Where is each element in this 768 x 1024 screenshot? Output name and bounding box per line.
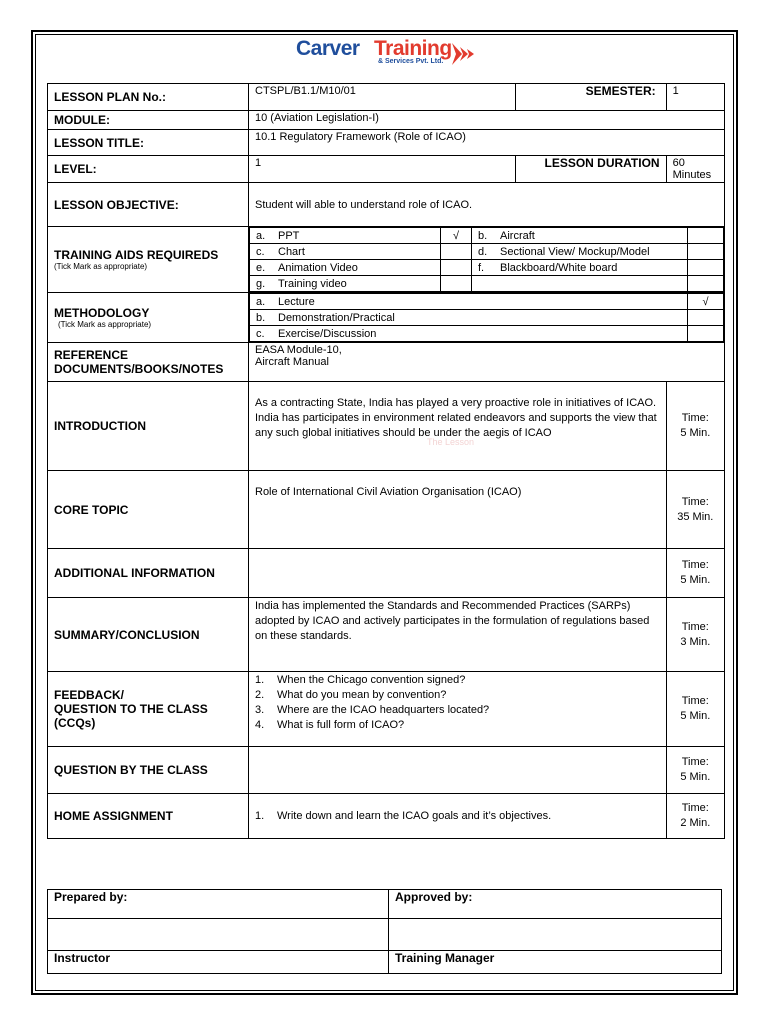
module-label: MODULE: <box>48 111 249 130</box>
lesson-plan-value: CTSPL/B1.1/M10/01 <box>249 84 516 111</box>
question-by-class-text <box>249 747 667 794</box>
signature-table <box>47 889 722 974</box>
aid-item: b. Aircraft <box>472 228 688 244</box>
question-item: 2. What do you mean by convention? <box>255 689 447 701</box>
reference-value: EASA Module-10, Aircraft Manual <box>249 343 725 382</box>
question-item: 3. Where are the ICAO headquarters located? <box>255 704 490 716</box>
method-tick: √ <box>688 294 724 310</box>
prepared-signature <box>48 919 389 951</box>
aid-tick <box>441 260 472 276</box>
duration-label: LESSON DURATION <box>515 156 666 183</box>
core-topic-label: CORE TOPIC <box>48 471 249 549</box>
methodology-hint: (Tick Mark as appropriate) <box>58 320 152 329</box>
aid-tick <box>441 276 472 292</box>
objective-label: LESSON OBJECTIVE: <box>48 183 249 227</box>
method-item: a. Lecture <box>250 294 688 310</box>
summary-text: India has implemented the Standards and Recommended Practices (SARPs) adopted by ICAO and actively participates in the formulation of regulations based on these standards. <box>249 598 667 672</box>
methodology-label: METHODOLOGY <box>54 306 150 320</box>
additional-info-time: Time: 5 Min. <box>666 549 724 598</box>
logo-subtitle: & Services Pvt. Ltd. <box>378 58 444 65</box>
training-aids-hint: (Tick Mark as appropriate) <box>54 262 148 271</box>
objective-value: Student will able to understand role of ICAO. <box>249 183 725 227</box>
lesson-plan-table <box>47 83 725 839</box>
question-item: 1. When the Chicago convention signed? <box>255 674 466 686</box>
method-tick <box>688 326 724 342</box>
question-by-class-label: QUESTION BY THE CLASS <box>48 747 249 794</box>
methodology-list <box>249 293 725 343</box>
reference-label-1: REFERENCE <box>54 348 129 362</box>
watermark-text: The Lesson <box>427 437 475 447</box>
aid-item: e. Animation Video <box>250 260 441 276</box>
additional-info-text <box>249 549 667 598</box>
summary-label: SUMMARY/CONCLUSION <box>48 598 249 672</box>
reference-label-2: DOCUMENTS/BOOKS/NOTES <box>54 362 224 376</box>
semester-value: 1 <box>666 84 724 111</box>
aid-tick <box>441 244 472 260</box>
feedback-cell <box>48 672 249 747</box>
training-aids-list <box>249 227 725 293</box>
feedback-label-2: QUESTION TO THE CLASS <box>54 702 208 716</box>
method-item: b. Demonstration/Practical <box>250 310 688 326</box>
aid-item: c. Chart <box>250 244 441 260</box>
aid-tick <box>688 260 724 276</box>
method-item: c. Exercise/Discussion <box>250 326 688 342</box>
feedback-questions <box>249 672 667 747</box>
home-assignment-text: 1. Write down and learn the ICAO goals and it’s objectives. <box>249 794 667 839</box>
company-logo <box>296 37 486 75</box>
methodology-cell <box>48 293 249 343</box>
summary-time: Time: 3 Min. <box>666 598 724 672</box>
core-topic-text: Role of International Civil Aviation Organisation (ICAO) <box>249 471 667 549</box>
logo-training: Training <box>374 37 452 60</box>
aid-tick <box>688 244 724 260</box>
lesson-title-label: LESSON TITLE: <box>48 130 249 156</box>
aid-item: d. Sectional View/ Mockup/Model <box>472 244 688 260</box>
feedback-time: Time: 5 Min. <box>666 672 724 747</box>
aid-tick <box>688 228 724 244</box>
module-value: 10 (Aviation Legislation-I) <box>249 111 725 130</box>
method-tick <box>688 310 724 326</box>
manager-label: Training Manager <box>389 951 722 974</box>
level-value: 1 <box>249 156 516 183</box>
approved-by-label: Approved by: <box>389 890 722 919</box>
training-aids-label: TRAINING AIDS REQUIREDS <box>54 248 219 262</box>
home-assignment-label: HOME ASSIGNMENT <box>48 794 249 839</box>
aid-item: g. Training video <box>250 276 441 292</box>
semester-label: SEMESTER: <box>515 84 666 111</box>
approved-signature <box>389 919 722 951</box>
instructor-label: Instructor <box>48 951 389 974</box>
introduction-time: Time: 5 Min. <box>666 382 724 471</box>
level-label: LEVEL: <box>48 156 249 183</box>
aid-item: a. PPT <box>250 228 441 244</box>
question-by-class-time: Time: 5 Min. <box>666 747 724 794</box>
introduction-label: INTRODUCTION <box>48 382 249 471</box>
additional-info-label: ADDITIONAL INFORMATION <box>48 549 249 598</box>
logo-carver: Carver <box>296 37 360 60</box>
prepared-by-label: Prepared by: <box>48 890 389 919</box>
home-assignment-time: Time: 2 Min. <box>666 794 724 839</box>
logo-arrows-icon <box>452 39 482 69</box>
lesson-plan-label: LESSON PLAN No.: <box>48 84 249 111</box>
aid-tick: √ <box>441 228 472 244</box>
duration-value: 60 Minutes <box>666 156 724 183</box>
feedback-label-3: (CCQs) <box>54 716 96 730</box>
lesson-title-value: 10.1 Regulatory Framework (Role of ICAO) <box>249 130 725 156</box>
introduction-text: As a contracting State, India has played a very proactive role in initiatives of ICAO. India has participates in environment related endeavors and supports the view that any such global initiatives should be under the aegis of ICAO <box>249 382 667 471</box>
question-item: 4. What is full form of ICAO? <box>255 719 405 731</box>
aid-item: f. Blackboard/White board <box>472 260 688 276</box>
reference-cell <box>48 343 249 382</box>
training-aids-cell <box>48 227 249 293</box>
core-topic-time: Time: 35 Min. <box>666 471 724 549</box>
feedback-label-1: FEEDBACK/ <box>54 688 125 702</box>
